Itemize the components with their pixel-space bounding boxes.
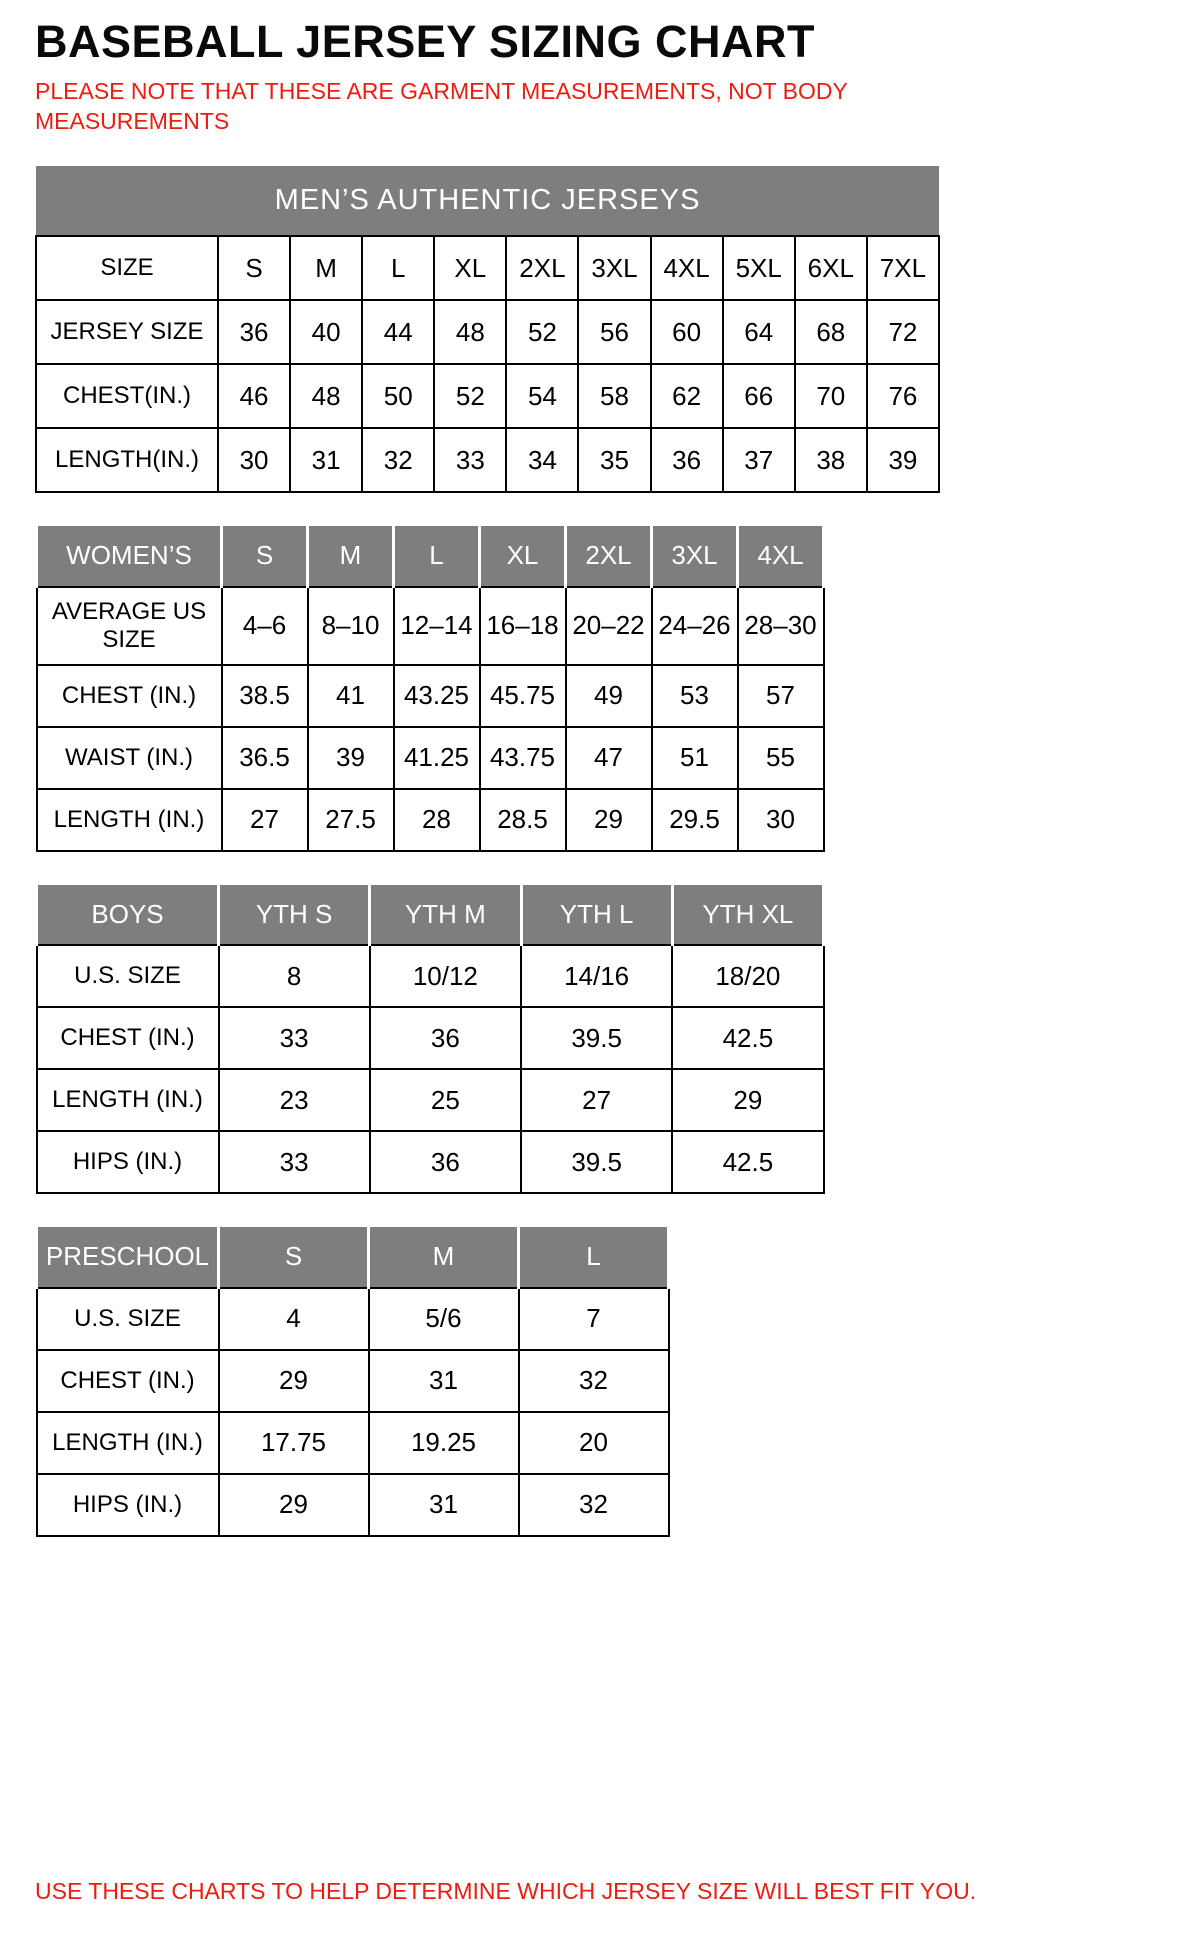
cell: 7XL [867, 236, 939, 300]
cell: 29 [219, 1474, 369, 1536]
cell: 58 [578, 364, 650, 428]
cell: 56 [578, 300, 650, 364]
page-subtitle: PLEASE NOTE THAT THESE ARE GARMENT MEASUREMENTS, NOT BODY MEASUREMENTS [35, 78, 848, 134]
cell: 49 [566, 665, 652, 727]
row-label: HIPS (IN.) [37, 1131, 219, 1193]
cell: 32 [519, 1474, 669, 1536]
size-column-header: 2XL [566, 525, 652, 587]
row-label: JERSEY SIZE [36, 300, 218, 364]
preschool-table-title: PRESCHOOL [37, 1226, 219, 1288]
cell: 66 [723, 364, 795, 428]
cell: S [218, 236, 290, 300]
row-label: CHEST (IN.) [37, 665, 222, 727]
table-row [37, 1412, 669, 1474]
row-label: CHEST (IN.) [37, 1007, 219, 1069]
cell: 72 [867, 300, 939, 364]
size-column-header: L [519, 1226, 669, 1288]
cell: 2XL [506, 236, 578, 300]
cell: 33 [434, 428, 506, 492]
preschool-table-header-row [37, 1226, 669, 1288]
row-label: CHEST(IN.) [36, 364, 218, 428]
cell: 29 [672, 1069, 823, 1131]
cell: 28–30 [738, 587, 824, 665]
cell: 36 [370, 1131, 521, 1193]
cell: 17.75 [219, 1412, 369, 1474]
row-label: WAIST (IN.) [37, 727, 222, 789]
cell: 19.25 [369, 1412, 519, 1474]
footer-note: USE THESE CHARTS TO HELP DETERMINE WHICH JERSEY SIZE WILL BEST FIT YOU. [35, 1878, 977, 1904]
cell: 29 [219, 1350, 369, 1412]
cell: 33 [219, 1131, 370, 1193]
table-row [37, 1350, 669, 1412]
cell: 54 [506, 364, 578, 428]
size-column-header: XL [480, 525, 566, 587]
table-row [37, 1474, 669, 1536]
row-label: LENGTH (IN.) [37, 1412, 219, 1474]
table-row [37, 727, 824, 789]
cell: 46 [218, 364, 290, 428]
table-row [37, 789, 824, 851]
table-row [37, 665, 824, 727]
cell: 20 [519, 1412, 669, 1474]
table-row [37, 1131, 824, 1193]
cell: 38 [795, 428, 867, 492]
row-label: HIPS (IN.) [37, 1474, 219, 1536]
table-row [36, 428, 939, 492]
cell: 25 [370, 1069, 521, 1131]
cell: 23 [219, 1069, 370, 1131]
cell: 70 [795, 364, 867, 428]
cell: 4XL [651, 236, 723, 300]
cell: 30 [738, 789, 824, 851]
boys-table-header-row [37, 883, 824, 945]
size-column-header: M [369, 1226, 519, 1288]
row-label: SIZE [36, 236, 218, 300]
cell: M [290, 236, 362, 300]
cell: 31 [369, 1474, 519, 1536]
cell: 42.5 [672, 1131, 823, 1193]
cell: 31 [290, 428, 362, 492]
cell: 14/16 [521, 945, 672, 1007]
cell: 4 [219, 1288, 369, 1350]
cell: 30 [218, 428, 290, 492]
cell: 20–22 [566, 587, 652, 665]
mens-sizing-table [35, 166, 940, 493]
cell: 64 [723, 300, 795, 364]
mens-table-header-row [36, 166, 939, 236]
mens-table-title: MEN’S AUTHENTIC JERSEYS [36, 166, 939, 236]
cell: 37 [723, 428, 795, 492]
size-column-header: YTH XL [672, 883, 823, 945]
cell: 62 [651, 364, 723, 428]
cell: 29.5 [652, 789, 738, 851]
row-label: LENGTH (IN.) [37, 789, 222, 851]
cell: 35 [578, 428, 650, 492]
row-label: CHEST (IN.) [37, 1350, 219, 1412]
womens-table-header-row [37, 525, 824, 587]
cell: 8–10 [308, 587, 394, 665]
cell: 42.5 [672, 1007, 823, 1069]
table-row [37, 1288, 669, 1350]
cell: 12–14 [394, 587, 480, 665]
cell: 24–26 [652, 587, 738, 665]
cell: 39 [867, 428, 939, 492]
size-column-header: S [222, 525, 308, 587]
table-row [37, 587, 824, 665]
cell: 76 [867, 364, 939, 428]
cell: 57 [738, 665, 824, 727]
cell: 5XL [723, 236, 795, 300]
boys-table-title: BOYS [37, 883, 219, 945]
cell: 48 [434, 300, 506, 364]
cell: 45.75 [480, 665, 566, 727]
cell: 32 [362, 428, 434, 492]
row-label: LENGTH(IN.) [36, 428, 218, 492]
cell: 47 [566, 727, 652, 789]
cell: 18/20 [672, 945, 823, 1007]
cell: 68 [795, 300, 867, 364]
cell: 41 [308, 665, 394, 727]
row-label: LENGTH (IN.) [37, 1069, 219, 1131]
cell: 60 [651, 300, 723, 364]
cell: 50 [362, 364, 434, 428]
table-row [37, 945, 824, 1007]
cell: 7 [519, 1288, 669, 1350]
cell: 3XL [578, 236, 650, 300]
womens-sizing-table [35, 523, 825, 852]
cell: 39.5 [521, 1007, 672, 1069]
cell: 44 [362, 300, 434, 364]
cell: XL [434, 236, 506, 300]
cell: 43.25 [394, 665, 480, 727]
cell: 38.5 [222, 665, 308, 727]
cell: 48 [290, 364, 362, 428]
womens-table-title: WOMEN’S [37, 525, 222, 587]
cell: 36 [218, 300, 290, 364]
table-row [37, 1069, 824, 1131]
cell: 28.5 [480, 789, 566, 851]
row-label: U.S. SIZE [37, 1288, 219, 1350]
cell: 52 [506, 300, 578, 364]
cell: 53 [652, 665, 738, 727]
cell: L [362, 236, 434, 300]
size-column-header: 4XL [738, 525, 824, 587]
cell: 28 [394, 789, 480, 851]
cell: 43.75 [480, 727, 566, 789]
cell: 33 [219, 1007, 370, 1069]
size-column-header: S [219, 1226, 369, 1288]
cell: 6XL [795, 236, 867, 300]
cell: 4–6 [222, 587, 308, 665]
cell: 29 [566, 789, 652, 851]
cell: 36 [651, 428, 723, 492]
cell: 31 [369, 1350, 519, 1412]
cell: 34 [506, 428, 578, 492]
cell: 27.5 [308, 789, 394, 851]
size-column-header: M [308, 525, 394, 587]
table-row [36, 300, 939, 364]
cell: 39 [308, 727, 394, 789]
table-row [37, 1007, 824, 1069]
cell: 41.25 [394, 727, 480, 789]
cell: 8 [219, 945, 370, 1007]
cell: 27 [222, 789, 308, 851]
cell: 39.5 [521, 1131, 672, 1193]
cell: 10/12 [370, 945, 521, 1007]
page-title: BASEBALL JERSEY SIZING CHART [35, 16, 815, 67]
table-row [36, 364, 939, 428]
preschool-sizing-table [35, 1224, 670, 1537]
cell: 55 [738, 727, 824, 789]
boys-sizing-table [35, 882, 825, 1195]
cell: 27 [521, 1069, 672, 1131]
cell: 52 [434, 364, 506, 428]
cell: 36.5 [222, 727, 308, 789]
row-label: U.S. SIZE [37, 945, 219, 1007]
cell: 40 [290, 300, 362, 364]
cell: 5/6 [369, 1288, 519, 1350]
size-column-header: 3XL [652, 525, 738, 587]
size-column-header: YTH L [521, 883, 672, 945]
row-label: AVERAGE US SIZE [37, 587, 222, 665]
size-column-header: YTH M [370, 883, 521, 945]
cell: 16–18 [480, 587, 566, 665]
table-row [36, 236, 939, 300]
cell: 32 [519, 1350, 669, 1412]
size-column-header: YTH S [219, 883, 370, 945]
cell: 36 [370, 1007, 521, 1069]
cell: 51 [652, 727, 738, 789]
size-column-header: L [394, 525, 480, 587]
